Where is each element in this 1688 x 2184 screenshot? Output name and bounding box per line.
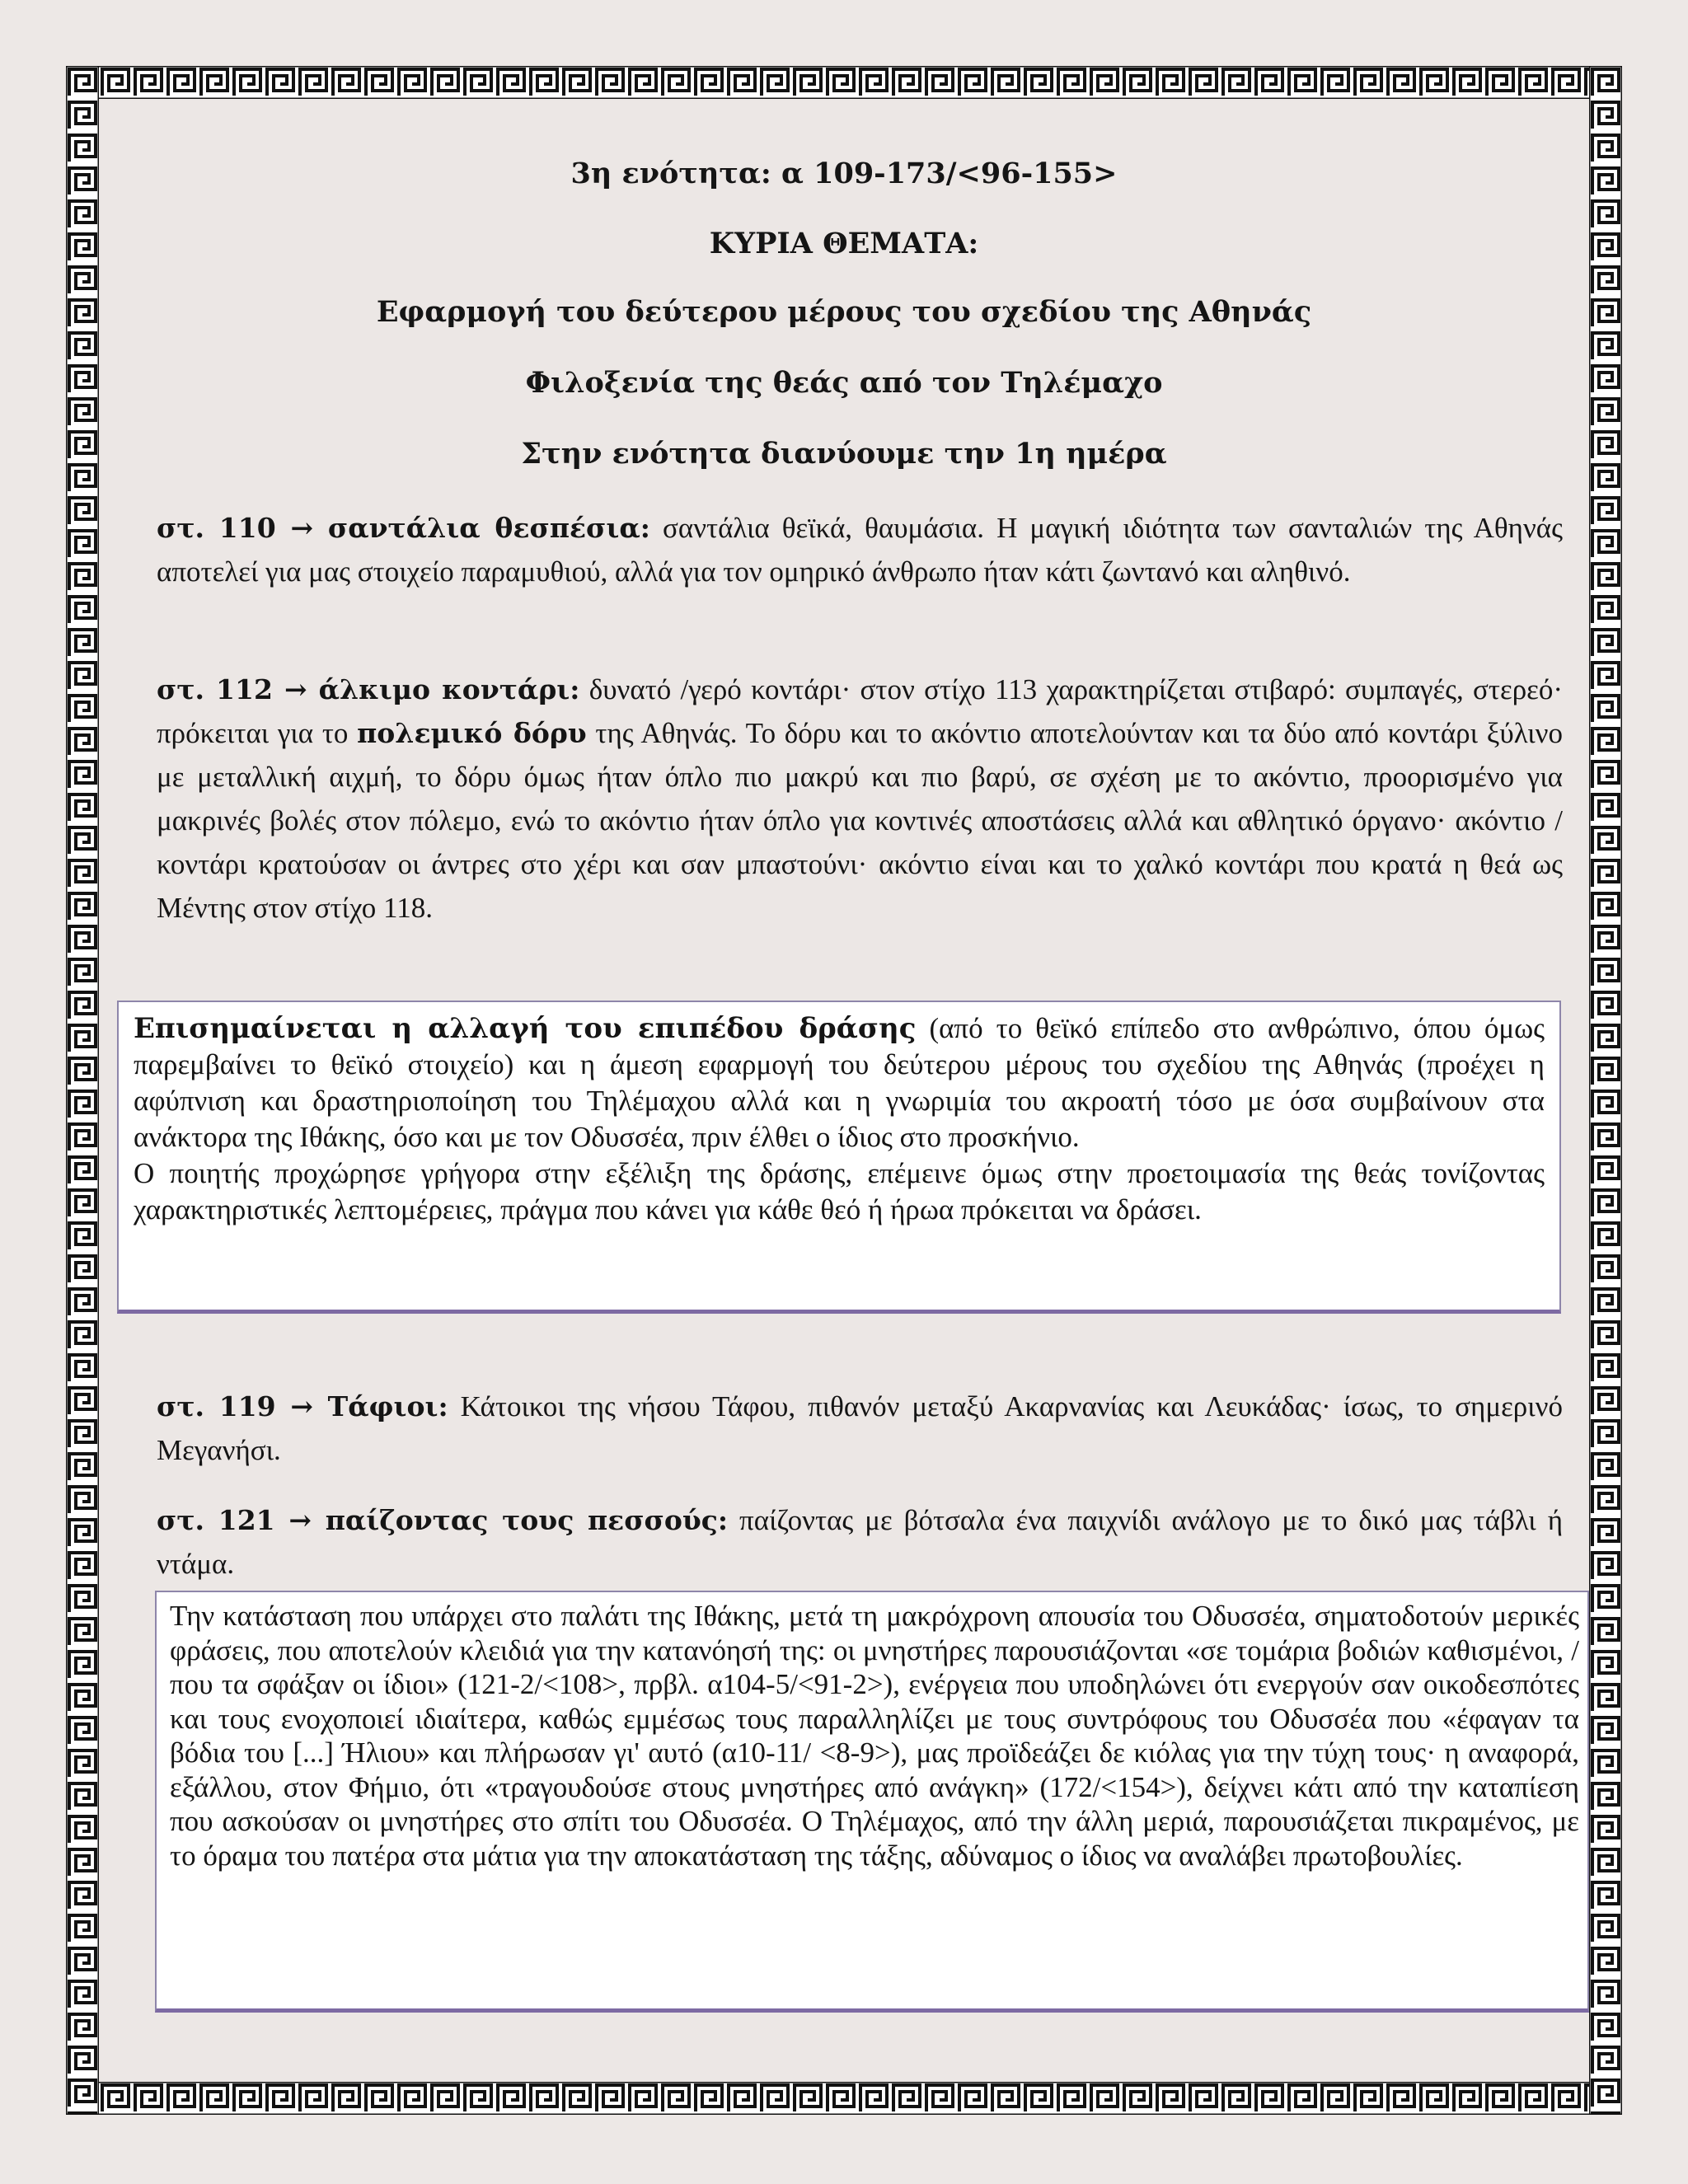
note-text: Κάτοικοι της νήσου Τάφου, πιθανόν μεταξύ Ακαρνανίας και Λευκάδας· ίσως, το σημερινό Μεγανήσι. (157, 1390, 1563, 1466)
note-text: δυνατό /γερό κοντάρι· στον στίχο 113 χαρακτηρίζεται στιβαρό: συμπαγές, στερεό· πρόκειται για το (157, 673, 1564, 749)
commentary-box-palace-situation (155, 1591, 1589, 2013)
box-paragraph: Ο ποιητής προχώρησε γρήγορα στην εξέλιξη της δράσης, επέμεινε όμως στην προετοιμασία της θεάς τονίζοντας χαρακτηριστικές λεπτομέρειες, πράγμα που κάνει για κάθε θεό ή ήρωα πρόκειται να δράσει. (134, 1157, 1545, 1226)
meander-pattern-bottom (66, 2082, 1622, 2115)
border-bottom (66, 2082, 1622, 2115)
topic-heading-3: Στην ενότητα διανύουμε την 1η ημέρα (521, 437, 1167, 471)
topic-heading-1: Εφαρμογή του δεύτερου μέρους του σχεδίου της Αθηνάς (376, 295, 1312, 329)
note-text: παίζοντας με βότσαλα ένα παιχνίδι ανάλογο με το δικό μας τάβλι ή ντάμα. (157, 1504, 1563, 1580)
border-top (66, 66, 1622, 99)
main-topics-heading: ΚΥΡΙΑ ΘΕΜΑΤΑ: (709, 227, 979, 260)
note-verse-121 (157, 1498, 1563, 1586)
note-verse-119 (157, 1385, 1563, 1472)
note-verse-110 (157, 506, 1563, 593)
note-term: στ. 112 → άλκιμο κοντάρι: (157, 673, 580, 705)
note-term: στ. 110 → σαντάλια θεσπέσια: (157, 512, 650, 544)
note-text: σαντάλια θεϊκά, θαυμάσια. Η μαγική ιδιότητα των σανταλιών της Αθηνάς αποτελεί για μας στοιχείο παραμυθιού, αλλά για τον ομηρικό άνθρωπο ήταν κάτι ζωντανό και αληθινό. (157, 512, 1563, 588)
box-emphasis: Επισημαίνεται η αλλαγή του επιπέδου δράσης (134, 1012, 917, 1045)
meander-pattern-top (66, 66, 1622, 99)
note-term: στ. 119 → Τάφιοι: (157, 1390, 448, 1422)
note-emphasis: πολεμικό δόρυ (357, 717, 587, 749)
box-text: (από το θεϊκό επίπεδο στο ανθρώπινο, όπου όμως παρεμβαίνει το θεϊκό στοιχείο) και η άμεση εφαρμογή του δεύτερου μέρους του σχεδίου της Αθηνάς (προέχει η αφύπνιση και δραστηριοποίηση του Τηλέμαχου αλλά και η γνωριμία του ακροατή τόσο με όσα συμβαίνουν στα ανάκτορα της Ιθάκης, όσο και με τον Οδυσσέα, πριν έλθει ο ίδιος στο προσκήνιο. (134, 1012, 1545, 1153)
note-text: της Αθηνάς. Το δόρυ και το ακόντιο αποτελούνταν και τα δύο από κοντάρι ξύλινο με μεταλλική αιχμή, το δόρυ όμως ήταν όπλο πιο μακρύ και πιο βαρύ, σε σχέση με το ακόντιο, προορισμένο για μακρινές βολές στον πόλεμο, ενώ το ακόντιο ήταν όπλο για κοντινές αποστάσεις αλλά και αθλητικό όργανο· ακόντιο /κοντάρι κρατούσαν οι άντρες στο χέρι και σαν μπαστούνι· ακόντιο είναι και το χαλκό κοντάρι που κρατά η θεά ως Μέντης στον στίχο 118. (157, 717, 1563, 924)
topic-heading-2: Φιλοξενία της θεάς από τον Τηλέμαχο (525, 366, 1163, 400)
commentary-box-action-level (117, 1001, 1561, 1314)
box-paragraph (134, 1010, 1545, 1155)
note-term: στ. 121 → παίζοντας τους πεσσούς: (157, 1504, 729, 1536)
box-paragraph: Την κατάσταση που υπάρχει στο παλάτι της Ιθάκης, μετά τη μακρόχρονη απουσία του Οδυσσέα, σηματοδοτούν μερικές φράσεις, που αποτελούν κλειδιά για την κατανόησή της: οι μνηστήρες παρουσιάζονται «σε τομάρια βοδιών καθισμένοι, / που τα σφάξαν οι ίδιοι» (121-2/<108>, πρβλ. α104-5/<91-2>), ενέργεια που υποδηλώνει ότι ενεργούν σαν οικοδεσπότες και τους ενοχοποιεί ιδιαίτερα, καθώς εμμέσως τους παραλληλίζει με τους συντρόφους του Οδυσσέα που «έφαγαν τα βόδια του [...] Ήλιου» και πλήρωσαν γι' αυτό (α10-11/ <8-9>), μας προϊδεάζει δε κιόλας για την τύχη τους· η αναφορά, εξάλλου, στον Φήμιο, ότι «τραγουδούσε στους μνηστήρες από ανάγκη» (172/<154>), δείχνει κάτι από την καταπίεση που ασκούσαν οι μνηστήρες στο σπίτι του Οδυσσέα. Ο Τηλέμαχος, από την άλλη μεριά, παρουσιάζεται πικραμένος, με το όραμα του πατέρα στα μάτια για την αποκατάσταση της τάξης, αδύναμος ο ίδιος να αναλάβει πρωτοβουλίες. (170, 1600, 1579, 1872)
unit-title: 3η ενότητα: α 109-173/<96-155> (570, 157, 1118, 190)
note-verse-112 (157, 668, 1563, 930)
